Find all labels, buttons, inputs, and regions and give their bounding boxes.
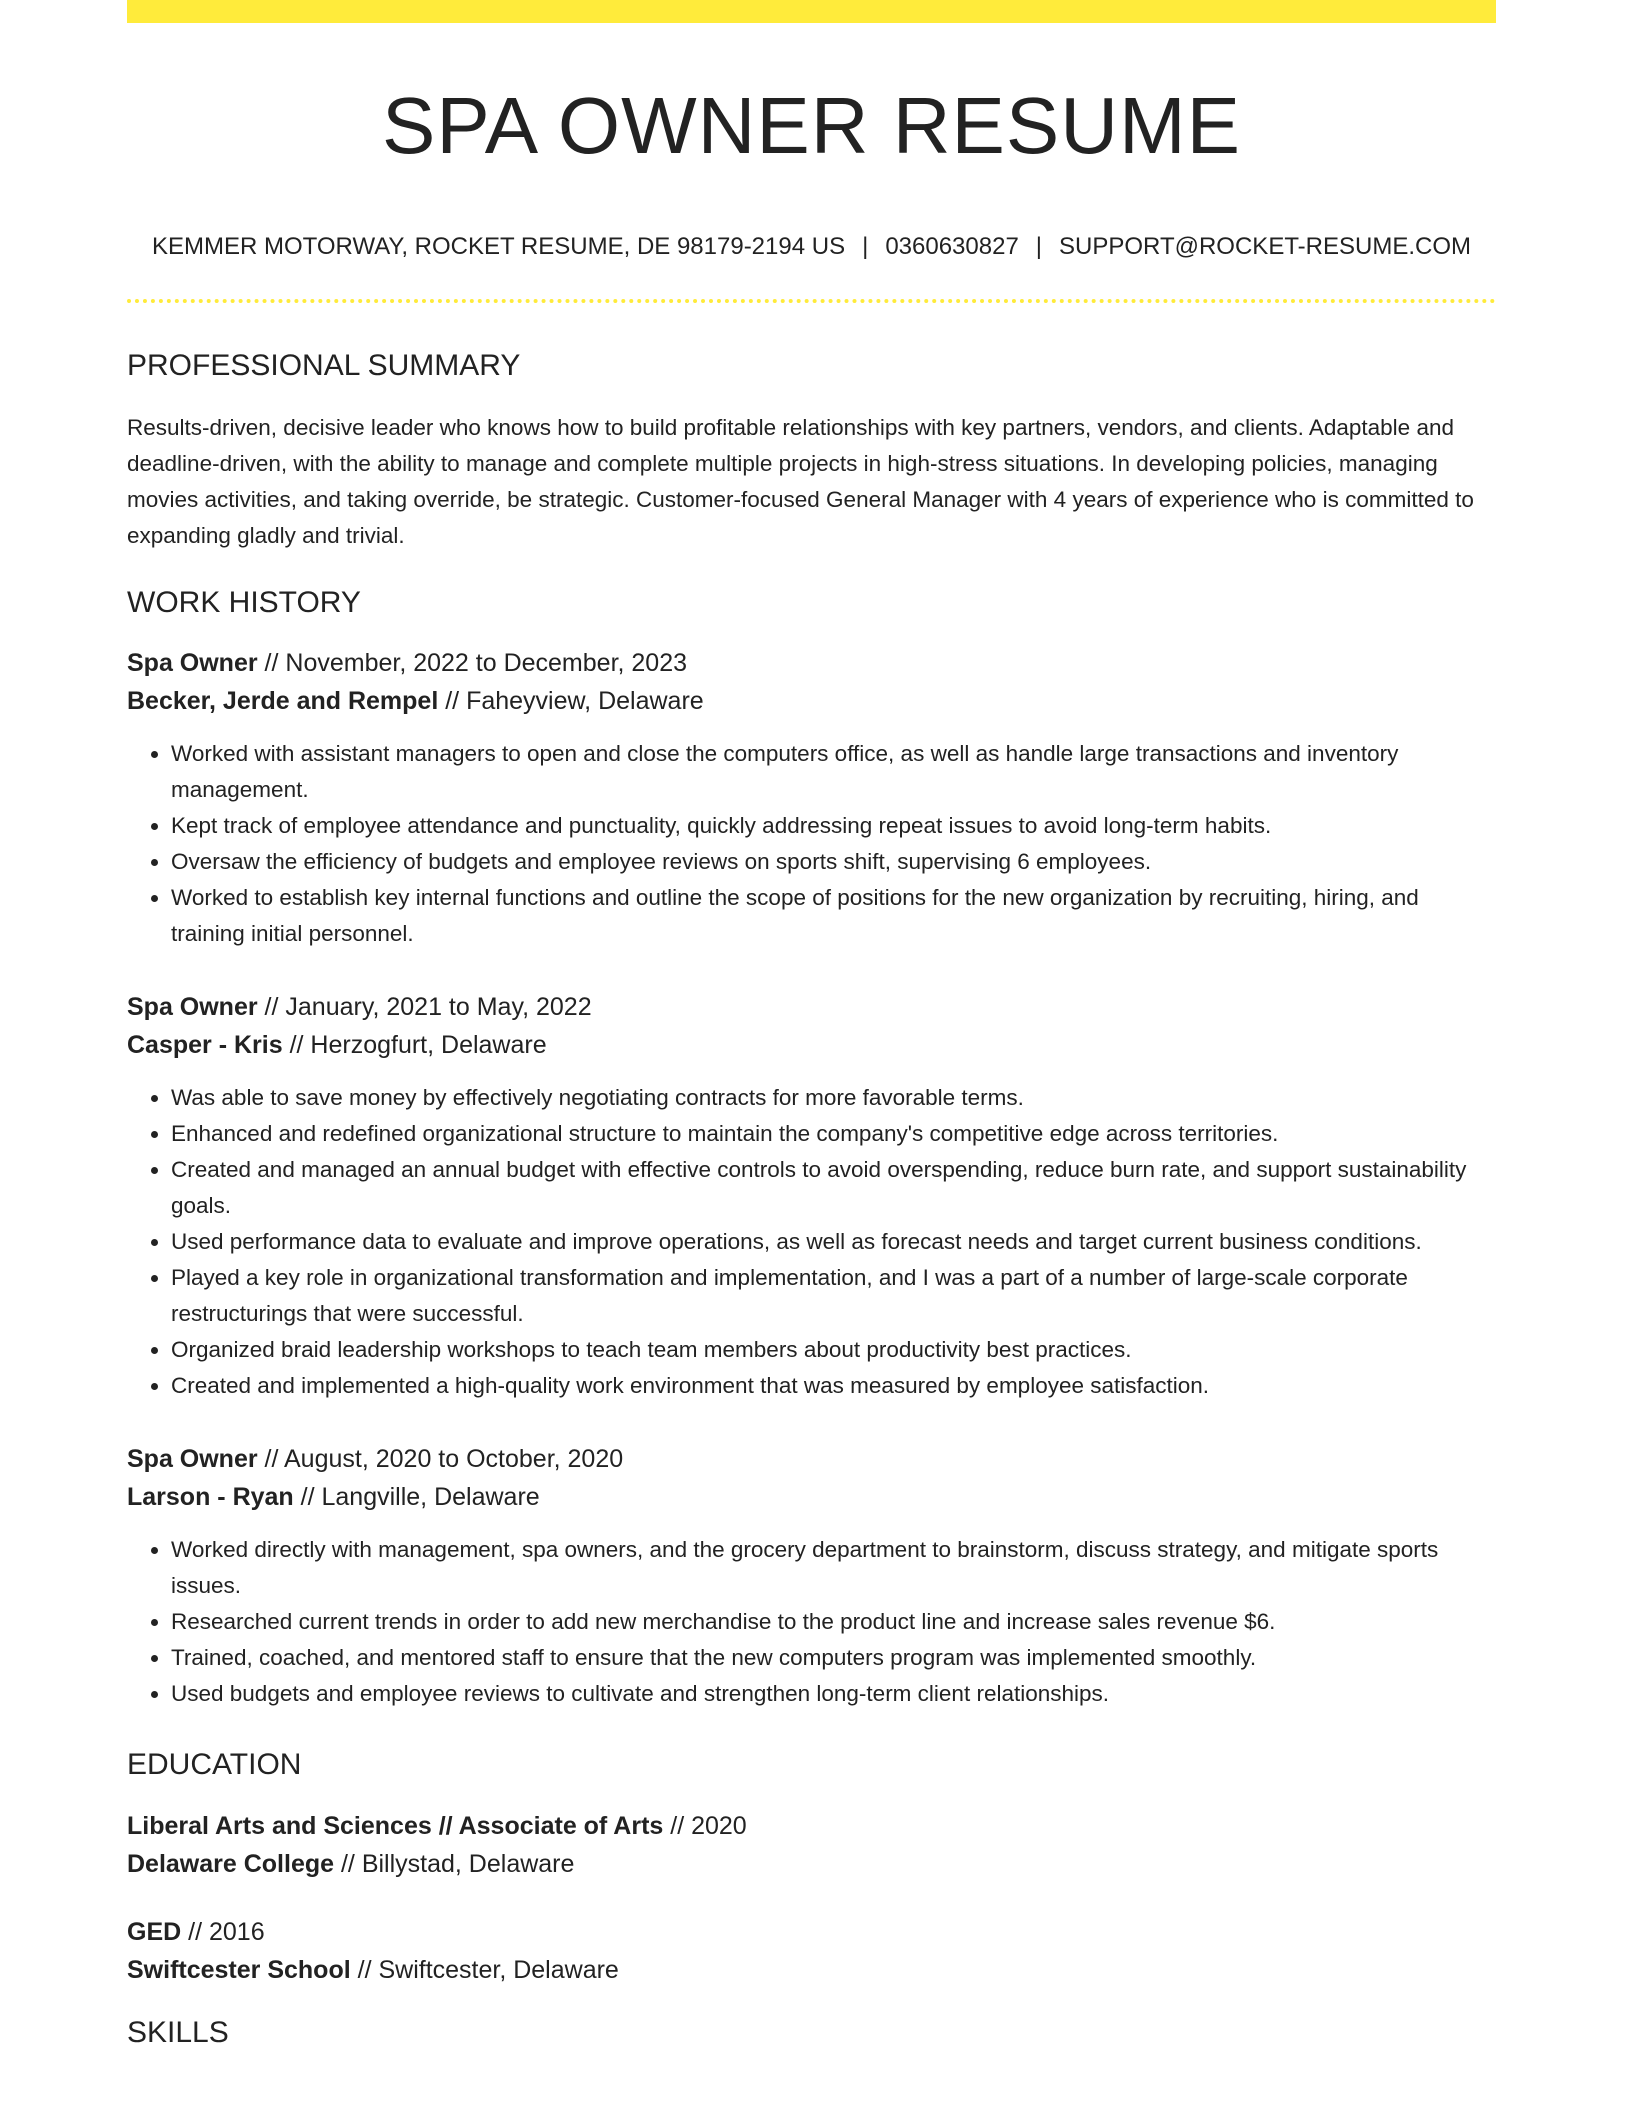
work-history-heading: WORK HISTORY [127, 586, 361, 620]
job-company: Becker, Jerde and Rempel [127, 687, 439, 716]
resume-title: SPA OWNER RESUME [381, 81, 1242, 170]
education-entry [127, 1807, 1496, 1883]
job-company: Casper - Kris [127, 1031, 283, 1060]
summary-heading: PROFESSIONAL SUMMARY [127, 349, 521, 383]
education-entry [127, 1913, 1496, 1989]
education-degree: GED [127, 1918, 182, 1947]
job-bullet: • Enhanced and redefined organizational structure to maintain the company's competitive edge across territories. [171, 1116, 1496, 1152]
education-location: // Billystad, Delaware [340, 1850, 575, 1879]
contact-line [127, 233, 1496, 262]
contact-phone: 0360630827 [885, 232, 1019, 260]
job-bullet: • Played a key role in organizational transformation and implementation, and I was a part of a number of large-scale corporate restructurings that were successful. [171, 1260, 1496, 1332]
job-bullets [127, 1080, 1496, 1404]
job-bullet: • Worked with assistant managers to open and close the computers office, as well as handle large transactions and inventory management. [171, 736, 1496, 808]
education-school: Delaware College [127, 1850, 335, 1879]
education-school-line [127, 1845, 1496, 1883]
job-bullet: • Worked directly with management, spa owners, and the grocery department to brainstorm, discuss strategy, and mitigate sports issues. [171, 1532, 1496, 1604]
dotted-divider [127, 299, 1496, 303]
job-bullets [127, 736, 1496, 952]
contact-address: KEMMER MOTORWAY, ROCKET RESUME, DE 98179-2194 US [151, 232, 846, 260]
job-location: // Faheyview, Delaware [445, 687, 704, 716]
job-dates: // August, 2020 to October, 2020 [264, 1445, 624, 1474]
job-bullet: • Oversaw the efficiency of budgets and employee reviews on sports shift, supervising 6 employees. [171, 844, 1496, 880]
job-entry [127, 644, 1496, 952]
contact-separator: | [1035, 232, 1043, 260]
job-bullet: • Worked to establish key internal functions and outline the scope of positions for the new organization by recruiting, hiring, and training initial personnel. [171, 880, 1496, 952]
resume-content [127, 23, 1496, 2051]
job-bullet: • Used budgets and employee reviews to cultivate and strengthen long-term client relationships. [171, 1676, 1496, 1712]
job-dates: // November, 2022 to December, 2023 [264, 649, 688, 678]
job-title: Spa Owner [127, 1445, 258, 1474]
job-dates: // January, 2021 to May, 2022 [264, 993, 592, 1022]
job-bullet: • Researched current trends in order to add new merchandise to the product line and increase sales revenue $6. [171, 1604, 1496, 1640]
education-year: // 2020 [670, 1812, 747, 1841]
job-bullet: • Trained, coached, and mentored staff to ensure that the new computers program was implemented smoothly. [171, 1640, 1496, 1676]
education-school-line [127, 1951, 1496, 1989]
education-location: // Swiftcester, Delaware [357, 1956, 619, 1985]
job-location: // Langville, Delaware [300, 1483, 540, 1512]
job-company-line [127, 682, 1496, 720]
summary-text: Results-driven, decisive leader who knows how to build profitable relationships with key partners, vendors, and clients. Adaptable and deadline-driven, with the ability to manage and complete multiple projects in high-stress situations. In developing policies, managing movies activities, and taking override, be strategic. Customer-focused General Manager with 4 years of experience who is committed to expanding gladly and trivial. [127, 415, 1474, 549]
education-degree-line [127, 1913, 1496, 1951]
job-bullet: • Created and managed an annual budget with effective controls to avoid overspending, reduce burn rate, and support sustainability goals. [171, 1152, 1496, 1224]
job-entry [127, 1440, 1496, 1712]
job-company: Larson - Ryan [127, 1483, 294, 1512]
job-bullets [127, 1532, 1496, 1712]
job-location: // Herzogfurt, Delaware [289, 1031, 547, 1060]
job-bullet: • Kept track of employee attendance and punctuality, quickly addressing repeat issues to avoid long-term habits. [171, 808, 1496, 844]
job-title-line [127, 988, 1496, 1026]
job-title: Spa Owner [127, 993, 258, 1022]
job-company-line [127, 1478, 1496, 1516]
education-school: Swiftcester School [127, 1956, 351, 1985]
job-entry [127, 988, 1496, 1404]
job-bullet: • Organized braid leadership workshops to teach team members about productivity best practices. [171, 1332, 1496, 1368]
education-degree-line [127, 1807, 1496, 1845]
job-bullet: • Was able to save money by effectively negotiating contracts for more favorable terms. [171, 1080, 1496, 1116]
job-title: Spa Owner [127, 649, 258, 678]
job-title-line [127, 644, 1496, 682]
job-bullet: • Used performance data to evaluate and improve operations, as well as forecast needs and target current business conditions. [171, 1224, 1496, 1260]
accent-top-bar [127, 0, 1496, 23]
contact-email: SUPPORT@ROCKET-RESUME.COM [1059, 232, 1471, 260]
job-title-line [127, 1440, 1496, 1478]
job-bullet: • Created and implemented a high-quality work environment that was measured by employee satisfaction. [171, 1368, 1496, 1404]
education-heading: EDUCATION [127, 1748, 302, 1782]
job-company-line [127, 1026, 1496, 1064]
education-year: // 2016 [188, 1918, 265, 1947]
education-degree: Liberal Arts and Sciences // Associate of Arts [127, 1812, 664, 1841]
contact-separator: | [862, 232, 869, 260]
skills-heading: SKILLS [127, 2016, 229, 2050]
